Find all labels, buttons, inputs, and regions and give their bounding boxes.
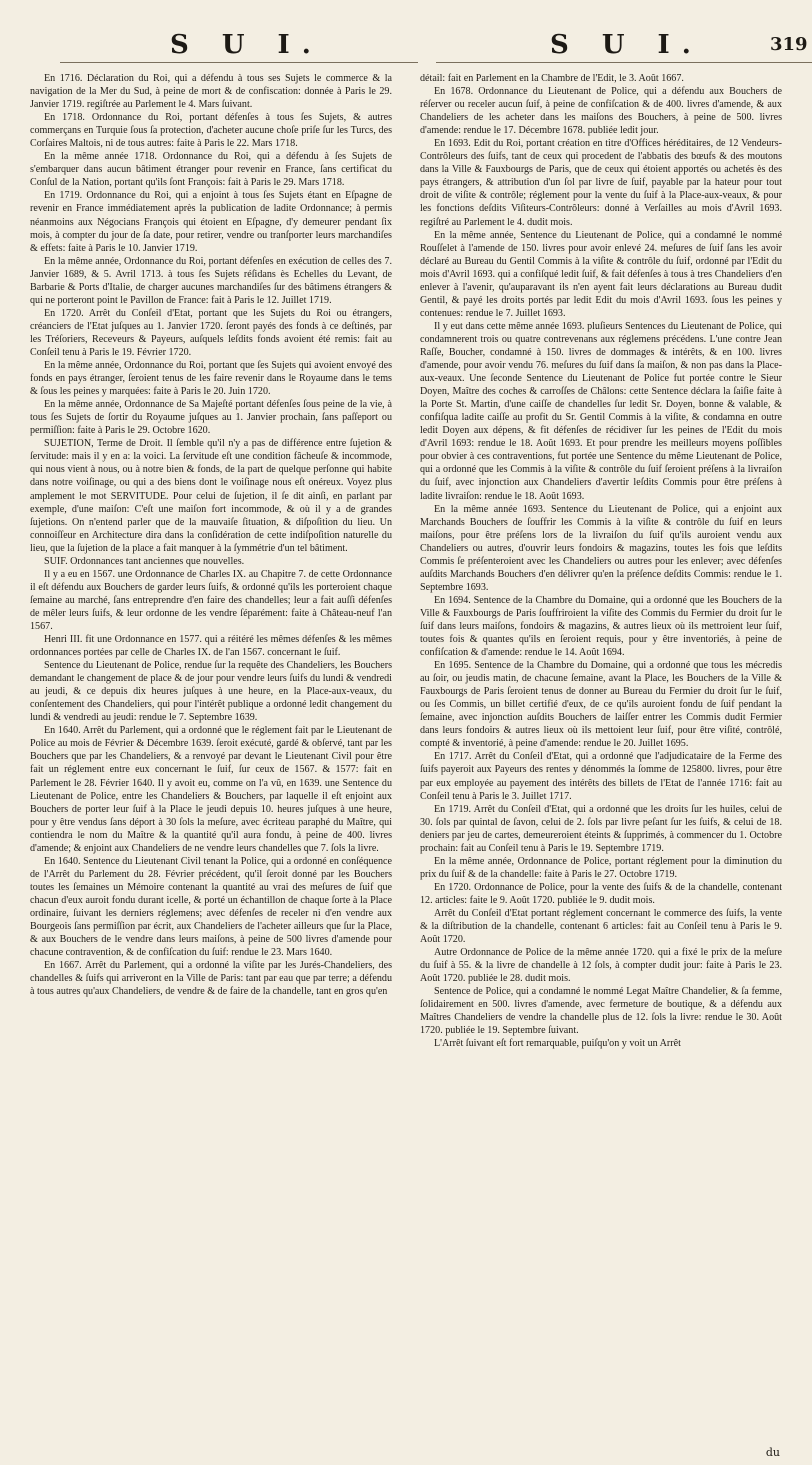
paragraph: En 1719. Ordonnance du Roi, qui a enjoint à tous ſes Sujets étant en Eſpagne de revenir en France immédiatement après la publication de ladite Ordonnance; à permis néanmoins aux Négocians François qui étoient en Eſpagne, d'y demeurer pendant ſix mois, à compter du jour de ſa date, pour retirer, vendre ou tranſporter leurs marchandiſes & effets: faite à Paris le 10. Janvier 1719. — [30, 190, 392, 254]
left-running-head: S U I. — [170, 30, 323, 60]
paragraph: En 1720. Ordonnance de Police, pour la vente des ſuifs & de la chandelle, contenant 12. articles: faite le 9. Août 1720. publiée le 9. dudit mois. — [420, 881, 782, 906]
paragraph: En 1716. Déclaration du Roi, qui a défendu à tous ses Sujets le commerce & la navigation de la Mer du Sud, à peine de mort & de confiscation: donnée à Paris le 29. Janvier 1719. regiſtrée au Parlement le 4. Mars ſuivant. — [30, 73, 392, 111]
header-rule-left — [60, 62, 418, 63]
paragraph: En la même année, Ordonnance du Roi, portant défenſes en exécution de celles des 7. Janvier 1689, & 5. Avril 1713. à tous ſes Sujets réſidans ès Echelles du Levant, de Barbarie & Ports d'Italie, de charger aucunes marchandiſes ſur des bâtimens étrangers & qui ne porteront point le Pavillon de France: fait à Paris le 12. Juillet 1719. — [30, 255, 392, 306]
paragraph: En 1678. Ordonnance du Lieutenant de Police, qui a défendu aux Bouchers de réſerver ou receler aucun ſuif, à peine de confiſcation & de 400. livres d'amende, & aux Chandeliers de les acheter dans les maiſons des Bouchers, à peine de 500. livres d'amende: rendue le 17. Décembre 1678. publiée ledit jour. — [420, 86, 782, 137]
paragraph: Henri III. fit une Ordonnance en 1577. qui a réitéré les mêmes défenſes & les mêmes ordonnances portées par celle de Charles IX. de l'an 1567. concernant le ſuif. — [30, 634, 392, 659]
paragraph: En 1720. Arrêt du Conſeil d'Etat, portant que les Sujets du Roi ou étrangers, créanciers de l'Etat juſques au 1. Janvier 1720. ſeront payés des fonds à ce deſtinés, par les Tréſoriers, Receveurs & Payeurs, auſquels leſdits fonds avoient été remis: fait au Conſeil tenu à Paris le 19. Février 1720. — [30, 307, 392, 358]
paragraph: En 1693. Edit du Roi, portant création en titre d'Offices héréditaires, de 12 Vendeurs-Contrôleurs des ſuifs, tant de ceux qui procedent de l'abbatis des bœufs & des moutons dans la Ville & Fauxbourgs de Paris, que de ceux qui étoient apportés ou achetés ès des pays étrangers, & attribution d'un ſol par livre de ſuif, payable par la hateur pour tout droit de viſite & contrôle; réglement pour la vente du ſuif à la Place-aux-veaux, & pour les fonctions deſdits Viſiteurs-Contrôleurs: donné à Verſailles au mois d'Avril 1693. regiſtré au Parlement le 4. dudit mois. — [420, 138, 782, 228]
paragraph: En la même année, Ordonnance de Police, portant réglement pour la diminution du prix du ſuif & de la chandelle: faite à Paris le 27. Octobre 1719. — [420, 855, 782, 880]
paragraph: Il y a eu en 1567. une Ordonnance de Charles IX. au Chapitre 7. de cette Ordonnance il eſt défendu aux Bouchers de garder leurs ſuifs, & ordonné qu'ils les porteroient chaque ſemaine au marché, ſans entreprendre d'en faire des chandelles; leur a fait auſſi défenſes de mêler leurs ſuifs, & leur ordonne de les vendre ſéparément: faite à Château-neuf l'an 1567. — [30, 568, 392, 632]
left-column — [30, 72, 392, 1448]
paragraph: En 1640. Arrêt du Parlement, qui a ordonné que le réglement fait par le Lieutenant de Police au mois de Février & Décembre 1639. ſeroit exécuté, gardé & obſervé, tant par les Bouchers que par les Chandeliers, & a renvoyé par devant le Lieutenant Civil pour être fait un réglement entre eux concernant le ſuif, ſur ceux de 1567. & 1577: fait en Parlement le 28. Février 1640. Il y avoit eu, comme on l'a vû, en 1639. une Sentence du Lieutenant de Police, entre les Chandeliers & Bouchers, par laquelle il eſt enjoint aux Bouchers de porter leur ſuif à la Place le jeudi depuis 10. heures juſques à une heure, pour y être vendus ſans déport à 30 ſols la meſure, avec écriteau paraphé du Maître, qui contiendra le nom du Maître & la quantité qu'il aura fondu, à peine de 400. livres d'amende; & enjoint aux Chandeliers de ne vendre leurs chandelles que 7. ſols la livre. — [30, 725, 392, 854]
paragraph: SUJETION, Terme de Droit. Il ſemble qu'il n'y a pas de différence entre ſujetion & ſervitude: mais il y en a: la voici. La ſervitude eſt une condition fâcheuſe & incommode, qui nous vient à nous, ou à notre bien & fonds, de la part de quelque perſonne qui habite dans notre voiſinage, ou qui a des biens dont le voiſinage nous eſt onéreux. Voyez plus amplement le mot SERVITUDE. Pour celui de ſujetion, il ſe dit ainſi, en parlant par exemple, d'une maiſon: C'eſt une maiſon fort incommode, & où il y a de grandes ſujetions. On n'entend parler que de la mauvaiſe ſituation, & diſpoſition du lieu. Un connoiſſeur en Architecture dira dans la conſidération de cette indiſpoſition naturelle du lieu, que la ſujetion de la place a fait manquer à la ſymmétrie d'un tel bâtiment. — [30, 438, 392, 554]
paragraph: Sentence de Police, qui a condamné le nommé Legat Maître Chandelier, & ſa femme, ſolidairement en 500. livres d'amende, avec fermeture de boutique, & a défendu aux Maîtres Chandeliers de vendre la chandelle plus de 12. ſols la livre: rendue le 30. Août 1720. publiée le 19. Septembre ſuivant. — [420, 986, 782, 1037]
text-columns — [30, 72, 782, 1448]
paragraph: Arrêt du Conſeil d'Etat portant réglement concernant le commerce des ſuifs, la vente & la diſtribution de la chandelle, contenant 6 articles: fait au Conſeil tenu à Paris le 9. Août 1720. — [420, 908, 782, 946]
paragraph: En 1717. Arrêt du Conſeil d'Etat, qui a ordonné que l'adjudicataire de la Ferme des ſuifs payeroit aux Payeurs des rentes y dénommés la ſomme de 125800. livres, pour être par eux employée au payement des intérêts des billets de l'Etat de l'année 1716: fait au Conſeil tenu à Paris le 3. Juillet 1717. — [420, 751, 782, 802]
running-header — [30, 0, 808, 60]
right-column — [420, 72, 782, 1448]
paragraph: Sentence du Lieutenant de Police, rendue ſur la requête des Chandeliers, les Bouchers demandant le changement de place & de jour pour vendre leurs ſuifs du lundi & vendredi au jeudi, & ce depuis dix heures juſques à une heure, en la Place-aux-veaux, du conſentement des Chandeliers, qui pour l'intérêt publique a ordonné ledit changement du lundi & vendredi au jeudi: rendue le 7. Septembre 1639. — [30, 660, 392, 724]
header-rule-right — [436, 62, 812, 63]
paragraph: En la même année 1693. Sentence du Lieutenant de Police, qui a enjoint aux Marchands Bouchers de ſouffrir les Commis à la viſite & contrôle du ſuif en leurs maiſons, pour être préſens lors de la livraiſon du ſuif qu'ils auroient vendu aux Chandeliers ou autres, d'ouvrir leurs fondoirs & magazins, toutes les fois que leſdits Commis ſe préſenteroient avec les Chandeliers ou autres pour les enlever; avec défenſes auſdits Marchands Bouchers d'en délivrer qu'en la préſence deſdits Commis: rendue le 1. Septembre 1693. — [420, 503, 782, 593]
catchword: du — [765, 1446, 780, 1459]
paragraph: En la même année, Sentence du Lieutenant de Police, qui a condamné le nommé Rouſſelet à l'amende de 150. livres pour avoir enlevé 24. meſures de ſuif ſans les avoir déclaré au Bureau du Gentil Commis à la viſite & contrôle du ſuif, ordonné par l'Edit du mois d'Avril 1693. qui a confiſqué ledit ſuif, & fait défenſes à tous à tres Chandeliers d'en enlever à l'avenir, qu'auparavant ils n'en ayent fait leurs déclarations au Bureau dudit Gentil, & payé les droits portés par ledit Edit du mois d'Avril 1693. ſous les peines y contenues: rendue le 7. Juillet 1693. — [420, 229, 782, 319]
paragraph: En 1667. Arrêt du Parlement, qui a ordonné la viſite par les Jurés-Chandeliers, des chandelles & ſuifs qui arriveront en la Ville de Paris: tant par eau que par terre; a défendu à tous autres qu'aux Chandeliers, de vendre & de faire de la chandelle, tant en gros qu'en — [30, 960, 392, 998]
paragraph: Il y eut dans cette même année 1693. pluſieurs Sentences du Lieutenant de Police, qui condamnerent trois ou quatre contrevenans aux réglemens précédens. L'une contre Jean Raſſe, Boucher, condamné à 150. livres de dommages & intérêts, & en 100. livres d'amende, pour avoir vendu 76. meſures du ſuif dans ſa maiſon, & non pas dans la Place-aux-veaux. Une ſeconde Sentence du Lieutenant de Police fut portée contre le Sieur Doyen, Maître des coches & carroſſes de Châlons: cette Sentence déclara la ſaiſie faite à la Porte St. Martin, d'une caiſſe de chandelles ſur ledit Sr. Doyen, bonne & valable, & confiſqua ladite caiſſe au profit du Sr. Gentil Commis à la viſite, & condamna en outre ledit Doyen aux dépens, & fit défenſes de récidiver ſur les peines de l'Edit du mois d'Avril 1693: rendue le 18. Août 1693. Et pour prendre les meilleurs moyens poſſibles pour obvier à ces contraventions, fut portée une Sentence du même Lieutenant de Police, qui a ordonné que les Commis à la viſite & contrôle du ſuif ſeroient préſens à la livraiſon du ſuif, avec injonction aux Chandeliers d'avertir leſdits Commis pour être préſens à ladite livraiſon: rendue le 18. Août 1693. — [420, 320, 782, 502]
paragraph: L'Arrêt ſuivant eſt fort remarquable, puiſqu'on y voit un Arrêt — [434, 1038, 681, 1050]
paragraph: En 1694. Sentence de la Chambre du Domaine, qui a ordonné que les Bouchers de la Ville & Fauxbourgs de Paris ſouffriroient la viſite des Commis du Fermier du droit ſur le ſuif dans leurs maiſons, fondoirs & magazins, & autres lieux où ils mettroient leur ſuif, toutes fois & quantes qu'ils en ſeroient requis, pour y être inventoriés, à peine de confiſcation & d'amende: rendue le 14. Août 1694. — [420, 594, 782, 659]
paragraph: En la même année 1718. Ordonnance du Roi, qui a défendu à ſes Sujets de s'embarquer dans aucun bâtiment étranger pour revenir en France, ſans certificat du Conſul de la Nation, portant qu'ils ſont François: fait à Paris le 29. Mars 1718. — [30, 151, 392, 189]
right-running-head: S U I. — [550, 30, 703, 60]
paragraph: En 1718. Ordonnance du Roi, portant défenſes à tous ſes Sujets, & autres commerçans en Turquie ſous ſa protection, d'acheter aucune choſe priſe ſur les Turcs, des Corſaires Maltois, ni de tous autres: faite à Paris le 22. Mars 1718. — [30, 112, 392, 150]
paragraph: En 1640. Sentence du Lieutenant Civil tenant la Police, qui a ordonné en conſéquence de l'Arrêt du Parlement du 28. Février précédent, qu'il ſeroit donné par les Bouchers toutes les ſemaines un Mémoire contenant la quantité au vrai des meſures de ſuif que chacun d'eux auroit fondu durant icelle, & porté un échantillon de chaque ſorte à la Place ordinaire, ſuivant les derniers réglemens; avec défenſes de receler ni d'en vendre aux Bourgeois ſans permiſſion par écrit, aux Chandeliers de l'acheter ailleurs que ſur la Place, & aux Bouchers de le vendre dans leurs maiſons, à peine de 500 livres d'amende pour chacune contravention, & de confiſcation du ſuif: rendue le 23. Mars 1640. — [30, 855, 392, 959]
paragraph: En 1719. Arrêt du Conſeil d'Etat, qui a ordonné que les droits ſur les huiles, celui de 30. ſols par quintal de ſavon, celui de 2. ſols par livre peſant ſur les ſuifs, & celui de 18. deniers par jeu de cartes, demeureroient éteints & ſupprimés, à commencer du 1. Octobre prochain: fait au Conſeil tenu à Paris le 19. Septembre 1719. — [420, 803, 782, 854]
paragraph: détail: fait en Parlement en la Chambre de l'Edit, le 3. Août 1667. — [420, 73, 684, 84]
page-number: 319 — [770, 34, 808, 55]
paragraph: En 1695. Sentence de la Chambre du Domaine, qui a ordonné que tous les mécredis au ſoir, ou jeudis matin, de chacune ſemaine, avant la Place, les Bouchers de la Ville & Fauxbourgs de Paris ſeroient tenus de donner au Bureau du Fermier du droit ſur le ſuif, ou ſes Commis, un billet certifié d'eux, de ce qu'ils auroient fondu de ſuif pendant la ſemaine, avec injonction auſdits Bouchers de laiſſer entrer les Commis dudit Fermier dans leurs fondoirs & autres lieux où ils mettoient leur ſuif, pour être viſité, contrôlé, compté & inventorié, à peine d'amende: rendue le 20. Juillet 1695. — [420, 660, 782, 750]
paragraph: SUIF. Ordonnances tant anciennes que nouvelles. — [44, 555, 245, 567]
paragraph: En la même année, Ordonnance du Roi, portant que ſes Sujets qui avoient envoyé des fonds en pays étranger, ſeroient tenus de les faire revenir dans le Royaume dans le tems & ſous les peines y marquées: faite à Paris le 20. Juin 1720. — [30, 360, 392, 398]
paragraph: Autre Ordonnance de Police de la même année 1720. qui a fixé le prix de la meſure du ſuif à 55. & la livre de chandelle à 12 ſols, à compter dudit jour: faite à Paris le 23. Août 1720. publiée le 28. dudit mois. — [420, 947, 782, 985]
paragraph: En la même année, Ordonnance de Sa Majeſté portant défenſes ſous peine de la vie, à tous ſes Sujets de ſortir du Royaume juſques au 1. Janvier prochain, ſans paſſeport ou permiſſion: faite à Paris le 29. Octobre 1620. — [30, 399, 392, 437]
